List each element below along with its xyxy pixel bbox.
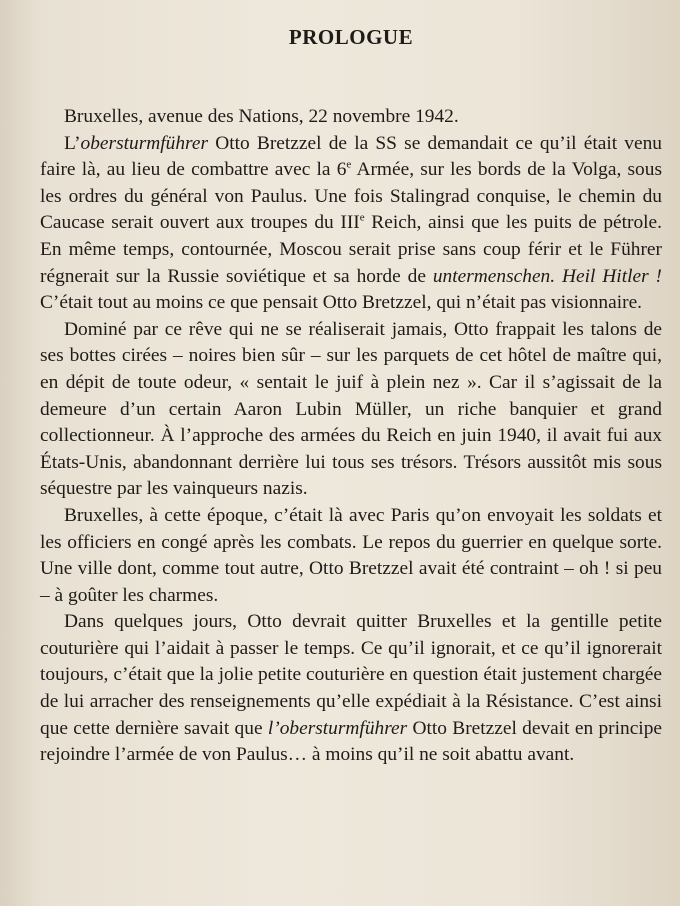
p4-text-c: Otto Bretzzel devait en principe rejoindre l’armée de von Paulus… à moins qu’il ne soit abattu avant. (40, 717, 662, 766)
p1-superscript-2: e (359, 211, 365, 224)
chapter-title: PROLOGUE (288, 25, 414, 49)
p1-italic-phrase: untermenschen. Heil Hitler ! (432, 265, 662, 287)
paragraph-3: Bruxelles, à cette époque, c’était là avec Paris qu’on envoyait les soldats et les officiers en congé après les combats. Le repos du guerrier en quelque sorte. Une ville dont, comme tout autre, Otto Bretzzel avait été contraint – oh ! si peu – à goûter les charmes. (40, 504, 662, 606)
paragraph-4 (40, 609, 662, 769)
p1-text-a: L’ (64, 132, 81, 154)
paragraph-2: Dominé par ce rêve qui ne se réaliserait jamais, Otto frappait les talons de ses bottes cirées – noires bien sûr – sur les parquets de cet hôtel de maître qui, en dépit de toute odeur, « sentait le juif à plein nez ». Car il s’agissait de la demeure d’un certain Aaron Lubin Müller, un riche banquier et grand collectionneur. À l’approche des armées du Reich en juin 1940, il avait fui aux États-Unis, abandonnant derrière lui tous ses trésors. Trésors aussitôt mis sous séquestre par les vainqueurs nazis. (40, 318, 662, 500)
p1-text-e: Armée, sur les bords de la Volga, sous les ordres du général von Paulus. Une fois Stalingrad conquise, le chemin du Caucase serait ouvert aux troupes du III (40, 159, 662, 234)
p1-text-c: Otto Bretzzel de la SS se demandait ce qu’il était venu faire là, au lieu de combattre avec la 6 (40, 132, 662, 181)
book-page (40, 22, 662, 769)
place-date-line: Bruxelles, avenue des Nations, 22 novembre 1942. (64, 106, 459, 127)
paragraph-1 (40, 131, 662, 317)
p1-text-g: Reich, ainsi que les puits de pétrole. En même temps, contournée, Moscou serait prise sans coup férir et le Führer régnerait sur la Russie soviétique et sa horde de (40, 212, 662, 287)
p1-superscript-1: e (346, 158, 352, 171)
p1-text-i: C’était tout au moins ce que pensait Otto Bretzzel, qui n’était pas visionnaire. (40, 292, 643, 314)
prologue-text (40, 104, 662, 769)
p4-italic-rank: l’obersturmführer (267, 717, 408, 739)
p1-italic-rank: obersturmführer (80, 132, 209, 154)
p4-text-a: Dans quelques jours, Otto devrait quitter Bruxelles et la gentille petite couturière qui l’aidait à passer le temps. Ce qu’il ignorait, et ce qu’il ignorerait toujours, c’était que la jolie petite couturière en question était justement chargée de lui arracher des renseignements qu’elle expédiait à la Résistance. C’est ainsi que cette dernière savait que (40, 611, 662, 739)
